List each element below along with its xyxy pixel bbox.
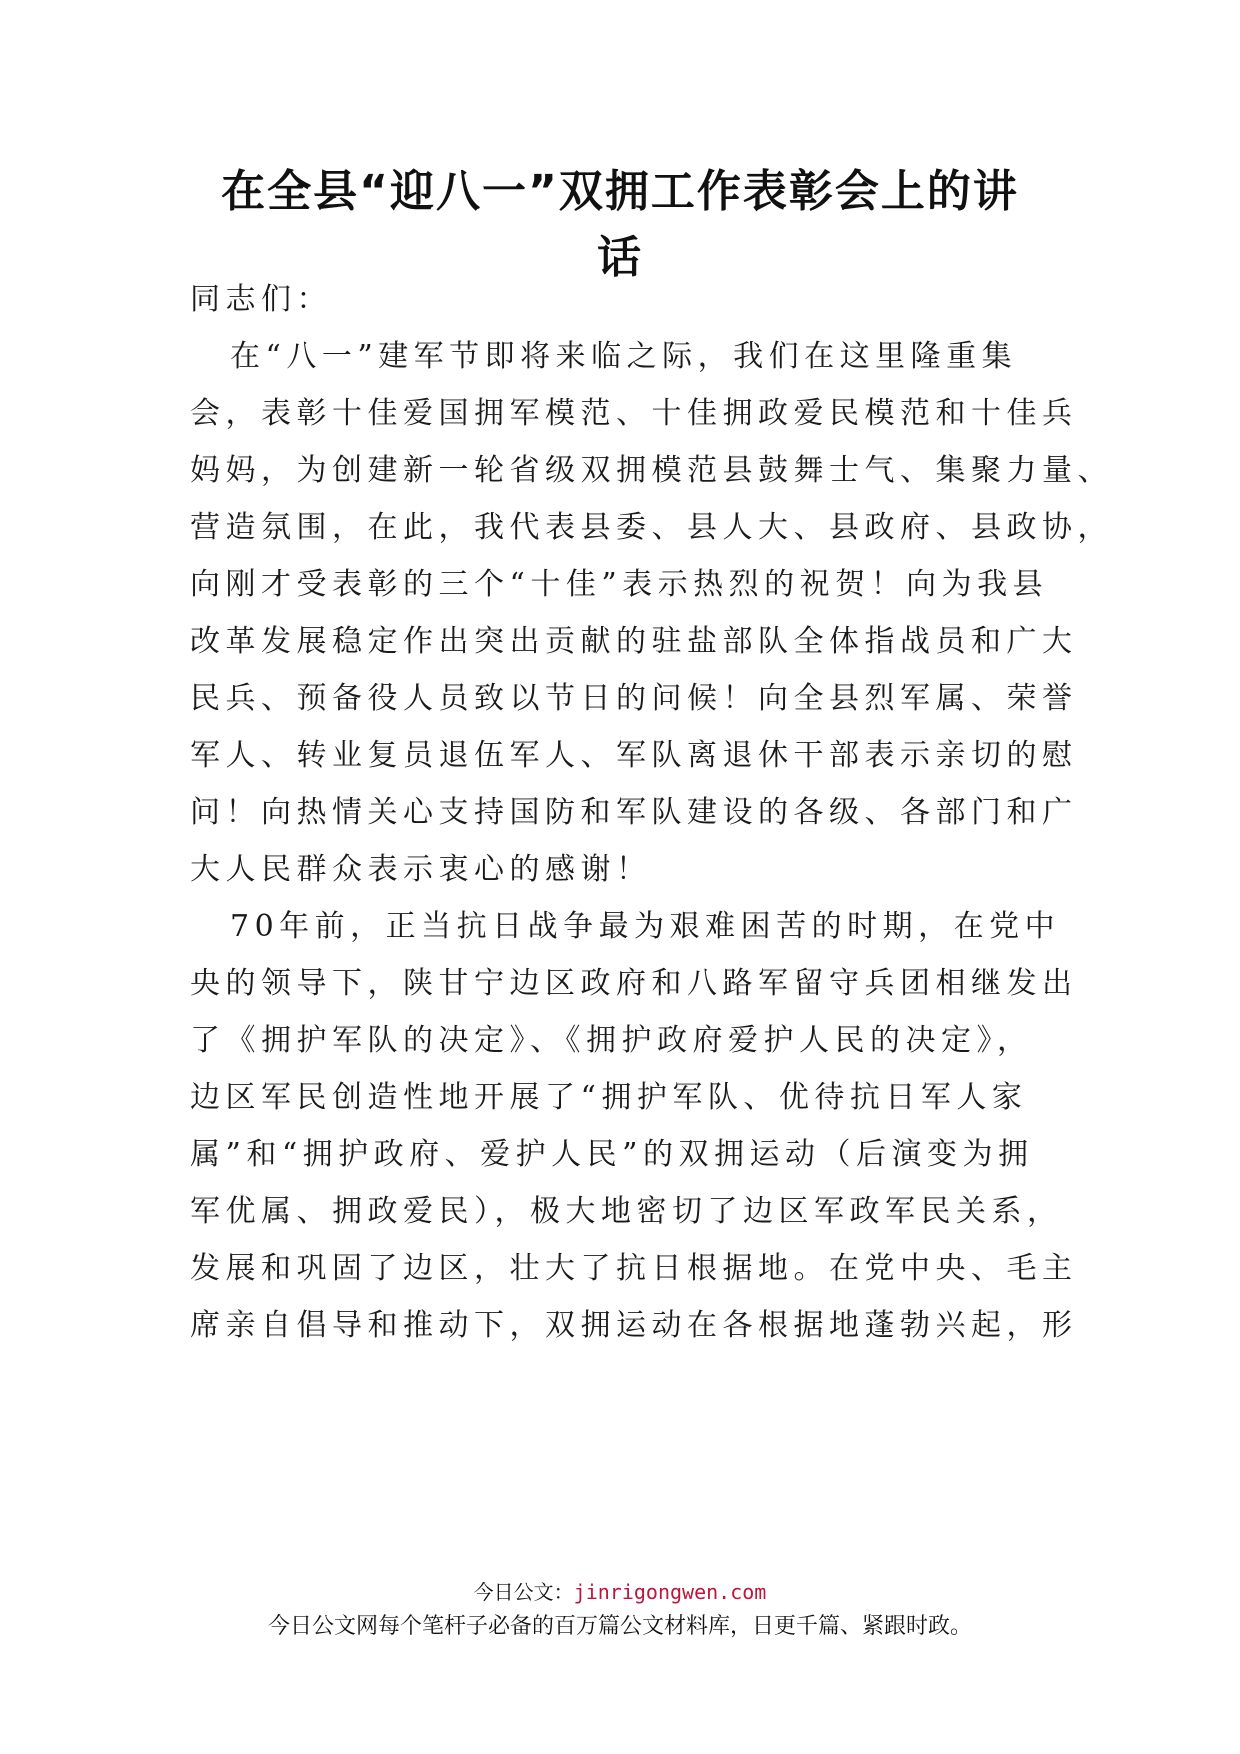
body-line: 军优属、拥政爱民），极大地密切了边区军政军民关系， bbox=[190, 1194, 1063, 1229]
body-line: 会，表彰十佳爱国拥军模范、十佳拥政爱民模范和十佳兵 bbox=[190, 396, 1078, 431]
footer-site-link[interactable]: jinrigongwen.com bbox=[573, 1580, 767, 1604]
body-line: 70年前，正当抗日战争最为艰难困苦的时期，在党中 bbox=[230, 909, 1061, 944]
salutation: 同志们： bbox=[190, 282, 332, 317]
body-line: 在“八一”建军节即将来临之际，我们在这里隆重集 bbox=[230, 339, 1018, 374]
footer-slogan: 今日公文网每个笔杆子必备的百万篇公文材料库，日更千篇、紧跟时政。 bbox=[267, 1614, 972, 1639]
body-line: 营造氛围，在此，我代表县委、县人大、县政府、县政协， bbox=[190, 510, 1113, 545]
footer-site bbox=[0, 1578, 1240, 1606]
body-line: 属”和“拥护政府、爱护人民”的双拥运动（后演变为拥 bbox=[190, 1137, 1034, 1172]
body-line: 发展和巩固了边区，壮大了抗日根据地。在党中央、毛主 bbox=[190, 1251, 1078, 1286]
body-line: 军人、转业复员退伍军人、军队离退休干部表示亲切的慰 bbox=[190, 738, 1078, 773]
body-line: 边区军民创造性地开展了“拥护军队、优待抗日军人家 bbox=[190, 1080, 1028, 1115]
body-line: 向刚才受表彰的三个“十佳”表示热烈的祝贺！向为我县 bbox=[190, 567, 1049, 602]
body-line: 妈妈，为创建新一轮省级双拥模范县鼓舞士气、集聚力量、 bbox=[190, 453, 1113, 488]
body-line: 问！向热情关心支持国防和军队建设的各级、各部门和广 bbox=[190, 795, 1078, 830]
body-line: 民兵、预备役人员致以节日的问候！向全县烈军属、荣誉 bbox=[190, 681, 1078, 716]
document-title-line-2: 话 bbox=[597, 232, 643, 283]
footer-site-label: 今日公文： bbox=[473, 1580, 574, 1604]
document-title-line-1: 在全县“迎八一”双拥工作表彰会上的讲 bbox=[221, 166, 1019, 217]
body-line: 席亲自倡导和推动下，双拥运动在各根据地蓬勃兴起，形 bbox=[190, 1308, 1078, 1343]
body-line: 央的领导下，陕甘宁边区政府和八路军留守兵团相继发出 bbox=[190, 966, 1078, 1001]
body-line: 改革发展稳定作出突出贡献的驻盐部队全体指战员和广大 bbox=[190, 624, 1078, 659]
body-line: 大人民群众表示衷心的感谢！ bbox=[190, 852, 652, 887]
body-line: 了《拥护军队的决定》、《拥护政府爱护人民的决定》， bbox=[190, 1023, 1033, 1058]
